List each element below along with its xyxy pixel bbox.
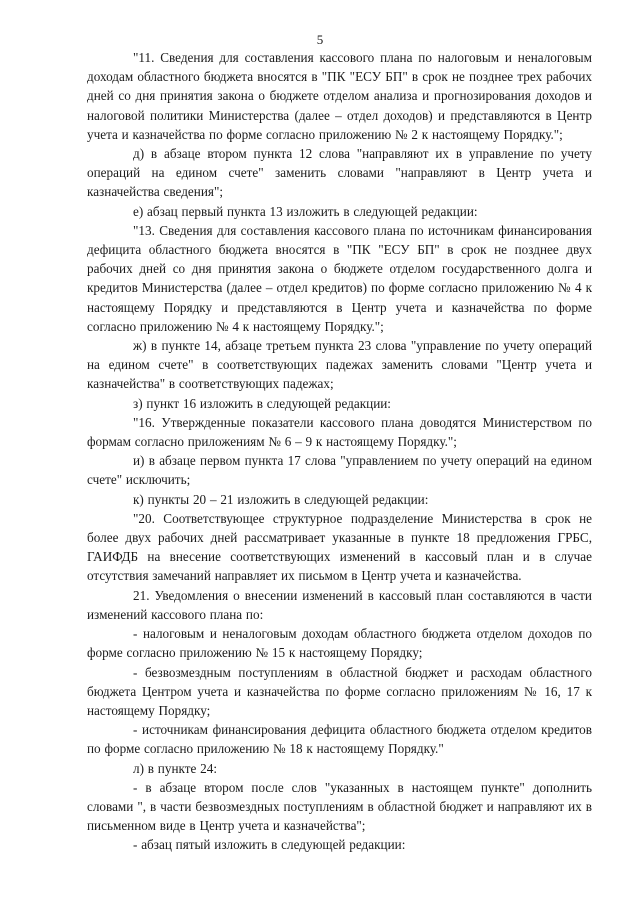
paragraph-item-16: "16. Утвержденные показатели кассового плана доводятся Министерством по формам согласно приложениям № 6 – 9 к настоящему Порядку."; [87,414,592,450]
paragraph-subitem-e: е) абзац первый пункта 13 изложить в следующей редакции: [133,203,478,219]
paragraph-list-item: - в абзаце втором после слов "указанных в настоящем пункте" дополнить словами ", в части безвозмездных поступлениям в областной бюджет и направляют их в письменном виде в Центр учета и казначейства"; [87,779,592,834]
page-number: 5 [316,32,324,47]
paragraph-list-item: - абзац пятый изложить в следующей редакции: [133,837,406,853]
paragraph-list-item: - безвозмездным поступлениям в областной бюджет и расходам областного бюджета Центром учета и казначейства по форме согласно приложениям № 16, 17 к настоящему Порядку; [87,664,592,718]
paragraph-list-item: - налоговым и неналоговым доходам областного бюджета отделом доходов по форме согласно приложению № 15 к настоящему Порядку; [87,626,592,661]
paragraph-item-13: "13. Сведения для составления кассового плана по источникам финансирования дефицита областного бюджета вносятся в "ПК "ЕСУ БП" в срок не позднее двух рабочих дней со дня принятия закона о бюджете отделом государственного долга и кредитов Министерства (далее – отдел кредитов) по форме согласно приложению № 4 к настоящему Порядку и представляются в Центр учета и казначейства по форме согласно приложению № 4 к настоящему Порядку."; [87,222,592,334]
paragraph-list-item: - источникам финансирования дефицита областного бюджета отделом кредитов по форме согласно приложению № 18 к настоящему Порядку." [87,722,592,757]
paragraph-item-21: 21. Уведомления о внесении изменений в кассовый план составляются в части изменений кассового плана по: [87,587,592,622]
paragraph-item-11: "11. Сведения для составления кассового плана по налоговым и неналоговым доходам областного бюджета вносятся в "ПК "ЕСУ БП" в срок не позднее трех рабочих дней со дня принятия закона о бюджете отделом анализа и прогнозирования доходов и налоговой политики Министерства (далее – отдел доходов) и представляются в Центр учета и казначейства по форме согласно приложению № 2 к настоящему Порядку."; [87,50,592,142]
paragraph-subitem-d: д) в абзаце втором пункта 12 слова "направляют их в управление по учету операций на едином счете" заменить словами "направляют в Центр учета и казначейства сведения"; [87,146,592,200]
paragraph-subitem-z: з) пункт 16 изложить в следующей редакции: [133,395,391,411]
document-body [87,48,592,855]
paragraph-subitem-l: л) в пункте 24: [133,760,217,776]
paragraph-item-20: "20. Соответствующее структурное подразделение Министерства в срок не более двух рабочих дней рассматривает указанные в пункте 18 предложения ГРБС, ГАИФДБ на внесение соответствующих изменений в кассовый план и в случае отсутствия замечаний направляет их письмом в Центр учета и казначейства. [87,510,592,584]
paragraph-subitem-k: к) пункты 20 – 21 изложить в следующей редакции: [133,491,429,507]
paragraph-subitem-zh: ж) в пункте 14, абзаце третьем пункта 23 слова "управление по учету операций на едином счете" в соответствующих падежах заменить словами "Центр учета и казначейства" в соответствующих падежах; [87,338,592,392]
paragraph-subitem-i: и) в абзаце первом пункта 17 слова "управлением по учету операций на едином счете" исключить; [87,453,592,488]
